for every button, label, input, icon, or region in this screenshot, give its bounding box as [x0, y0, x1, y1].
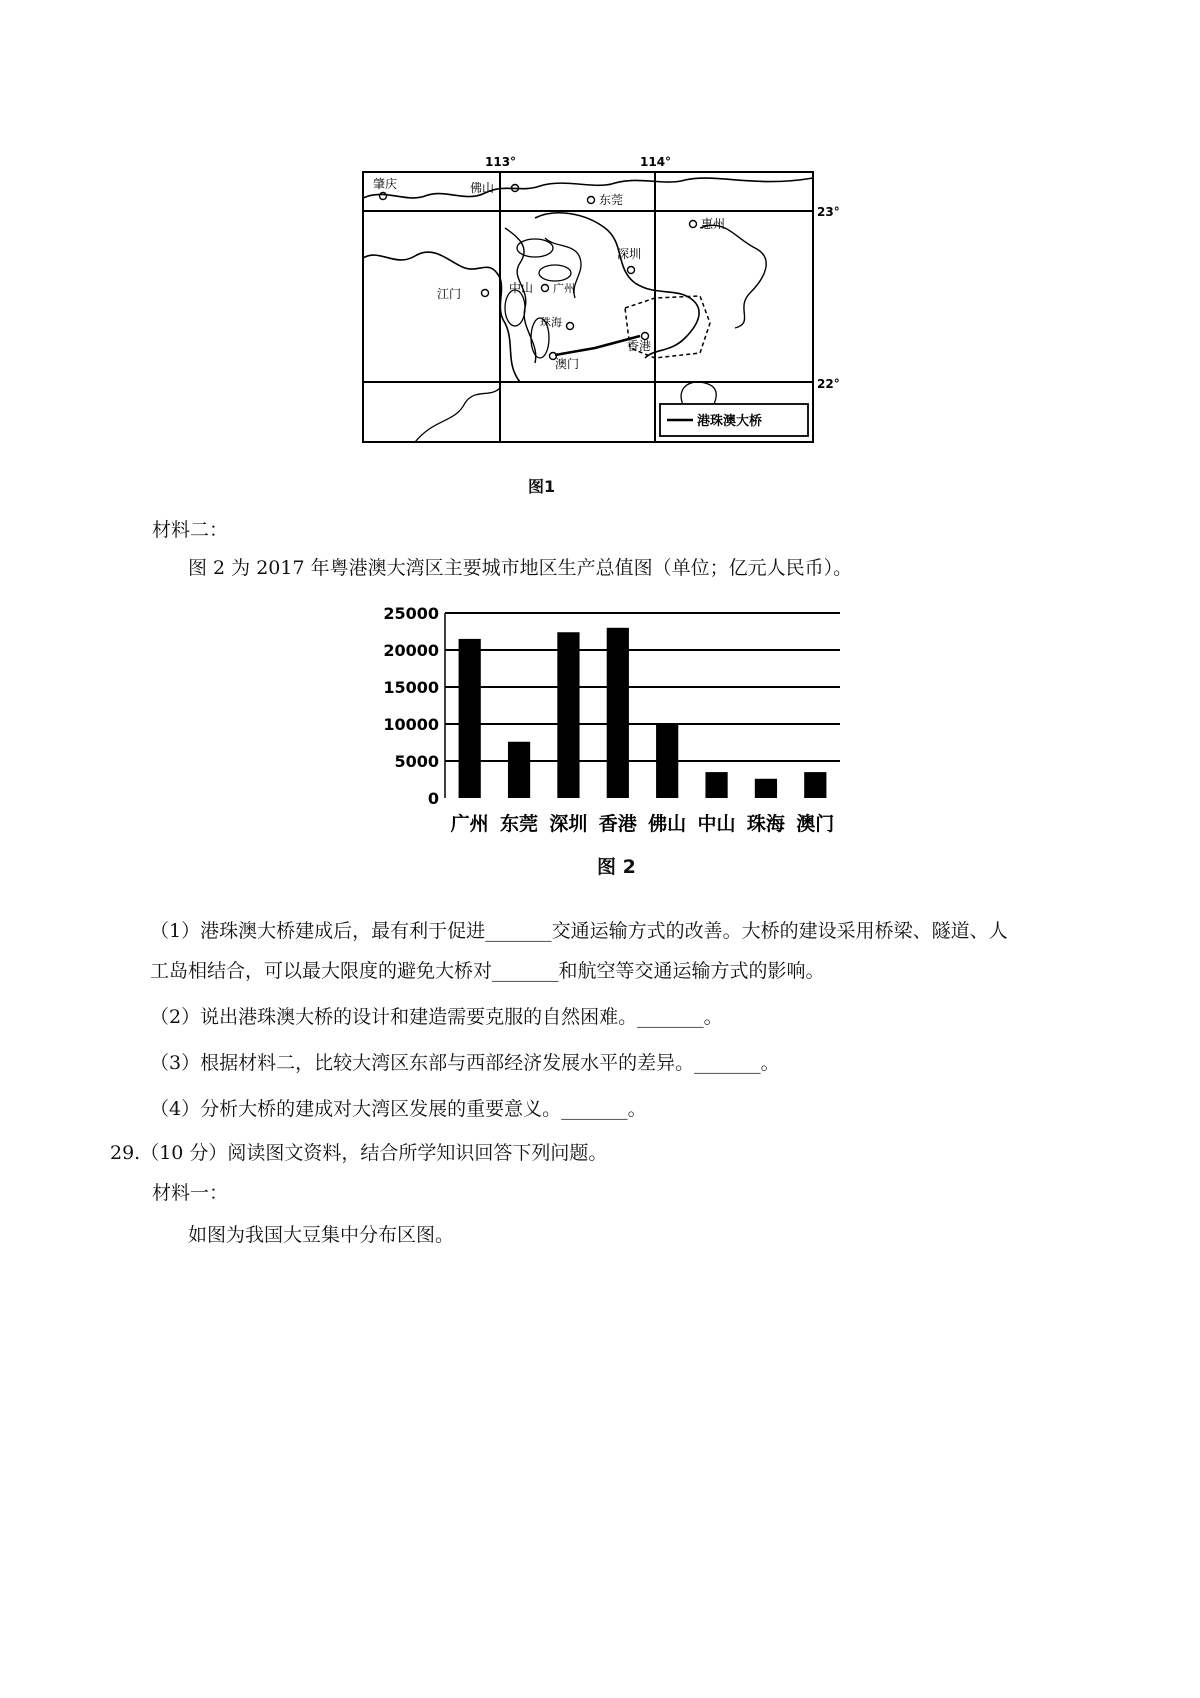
figure2-caption: 图 2: [597, 856, 636, 878]
city-label-hongkong: 香港: [627, 339, 652, 353]
bar-1: [508, 742, 530, 798]
question-1-line-2: 工岛相结合，可以最大限度的避免大桥对_______和航空等交通运输方式的影响。: [150, 960, 825, 982]
river-north: [363, 178, 813, 198]
map-frame: [363, 172, 813, 442]
x-tick-label-3: 香港: [598, 813, 637, 835]
coast-southwest: [415, 388, 500, 442]
island-1: [517, 239, 553, 257]
city-marker-zhuhai: [567, 323, 574, 330]
city-marker-zhaoqing: [380, 193, 387, 200]
y-tick-label-1: 5000: [394, 752, 439, 771]
lon-label-113: 113°: [485, 155, 517, 169]
gdp-bar-chart: [383, 598, 860, 848]
map-svg: [355, 148, 840, 468]
bar-3: [607, 628, 629, 798]
city-label-zhongshan: 中山: [509, 281, 534, 295]
coast-huizhou: [700, 225, 766, 328]
y-tick-label-4: 20000: [383, 641, 439, 660]
question-29-text: 如图为我国大豆集中分布区图。: [188, 1224, 455, 1246]
city-label-macau: 澳门: [555, 357, 580, 371]
bar-7: [804, 772, 826, 798]
y-tick-label-2: 10000: [383, 715, 439, 734]
coast-west: [363, 252, 520, 382]
city-label-zhaoqing: 肇庆: [373, 177, 398, 191]
city-marker-shenzhen: [628, 267, 635, 274]
bar-0: [459, 639, 481, 798]
figure1-map: [355, 148, 840, 468]
bar-6: [755, 779, 777, 798]
bar-2: [557, 632, 579, 798]
city-label-zhuhai: 珠海: [540, 316, 562, 329]
x-tick-label-2: 深圳: [549, 813, 588, 835]
city-marker-jiangmen: [482, 290, 489, 297]
city-label-shenzhen: 深圳: [617, 247, 642, 261]
island-3: [505, 290, 525, 326]
lat-label-23: 23°: [817, 205, 840, 219]
city-label-jiangmen: 江门: [437, 287, 462, 301]
x-tick-label-1: 东莞: [500, 813, 539, 835]
lat-label-22: 22°: [817, 377, 840, 391]
city-marker-zhongshan: [542, 285, 549, 292]
question-29-material1: 材料一：: [152, 1182, 229, 1204]
bar-5: [705, 772, 727, 798]
question-29-header: 29.（10 分）阅读图文资料，结合所学知识回答下列问题。: [110, 1142, 608, 1164]
figure2-chart: [383, 598, 860, 883]
x-tick-label-4: 佛山: [648, 813, 687, 835]
question-3: （3）根据材料二，比较大湾区东部与西部经济发展水平的差异。_______。: [150, 1052, 780, 1074]
material2-heading: 材料二：: [152, 519, 229, 541]
city-label-guangzhou: 广州: [553, 282, 575, 295]
x-tick-label-0: 广州: [450, 813, 489, 835]
x-tick-label-5: 中山: [697, 813, 736, 835]
city-label-foshan: 佛山: [470, 181, 495, 195]
legend-bridge-label: 港珠澳大桥: [697, 414, 763, 429]
y-tick-label-5: 25000: [383, 604, 439, 623]
city-marker-huizhou: [690, 221, 697, 228]
y-tick-label-0: 0: [427, 789, 439, 808]
lon-label-114: 114°: [640, 155, 672, 169]
island-2: [539, 265, 571, 281]
city-label-huizhou: 惠州: [701, 217, 726, 231]
x-tick-label-7: 澳门: [796, 813, 835, 835]
question-4: （4）分析大桥的建成对大湾区发展的重要意义。_______。: [150, 1098, 647, 1120]
city-label-dongguan: 东莞: [599, 193, 624, 207]
x-tick-label-6: 珠海: [746, 813, 785, 835]
material2-text: 图 2 为 2017 年粤港澳大湾区主要城市地区生产总值图（单位；亿元人民币）。: [188, 557, 853, 579]
figure1-caption: 图1: [528, 477, 556, 496]
question-1-line-1: （1）港珠澳大桥建成后，最有利于促进_______交通运输方式的改善。大桥的建设采用桥梁、隧道、人: [150, 920, 1008, 942]
question-2: （2）说出港珠澳大桥的设计和建造需要克服的自然困难。_______。: [150, 1006, 723, 1028]
y-tick-label-3: 15000: [383, 678, 439, 697]
bar-4: [656, 725, 678, 798]
city-marker-dongguan: [588, 197, 595, 204]
